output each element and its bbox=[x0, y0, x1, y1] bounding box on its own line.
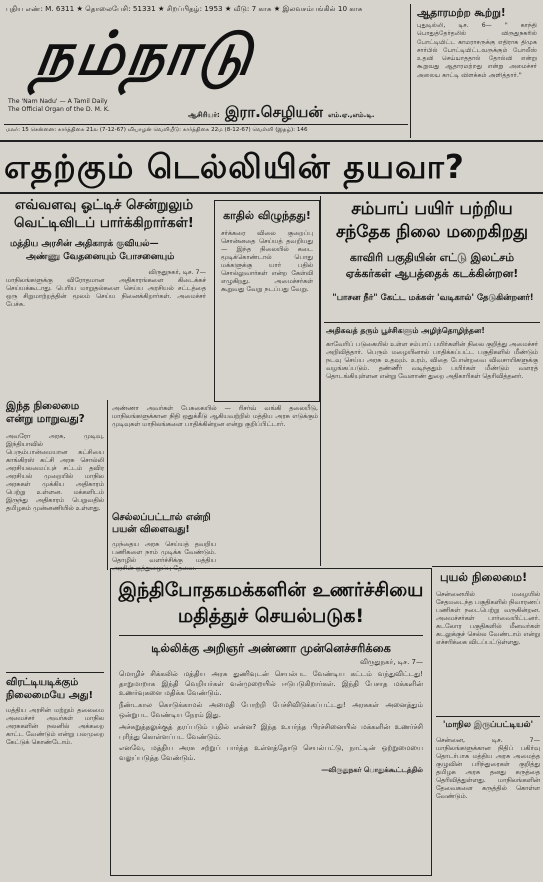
right-story-body: காவேரிப் படுகையில் உள்ள சம்பாப் பயிர்களின் நிலை குறித்து அமைச்சர் அறிவித்தார். பெரும் மழையினால் பாதிக்கப்பட்ட பகுதிகளில் மீண்டும் நடவு செய்ய அரசு உதவும். உரம், விதை போன்றவை விவசாயிகளுக்கு வழங்கப்படும். தண்ணீர் வடிந்ததும் பயிர்கள் மீண்டும் வளரத் தொடங்கியுள்ளன என்று வேளாண் துறை அதிகாரிகள் தெரிவித்தனர். bbox=[326, 340, 538, 380]
editor-degree: எம்.ஏ.,எம்.டி. bbox=[328, 111, 375, 119]
sidebar-top-title: ஆதாரமற்ற கூற்று! bbox=[417, 7, 506, 19]
registration-number: புதிய எண்: M. 6311 bbox=[6, 4, 75, 13]
bottom-paragraph: அச்சுறுத்தலுக்குத் தரப்படும் பதில் என்ன? இந்த உயர்ந்த பிரச்சினையில் மக்களின் உணர்ச்சி புரிந்து கொள்ளப்பட வேண்டும். bbox=[119, 722, 423, 741]
left-story-headline bbox=[4, 196, 204, 232]
bottom-paragraph: எனவே, மத்திய அரசு சற்றுப் பார்த்த உள்ளத்தோடு செயல்பட்டு, நாட்டின் ஒற்றுமையை வலுப்படுத்த வேண்டும். bbox=[119, 744, 423, 763]
divider bbox=[0, 192, 543, 194]
editor-name: இரா.செழியன் bbox=[224, 103, 323, 121]
issue-line: மலர்: 15 சென்னை: கார்த்திகை 21ல (7-12-67) வியாழன் வெளியீடு: கார்த்திகை 22ம (8-12-67) வெள்ளி (இதழ்): 146 bbox=[6, 127, 308, 133]
right-bottom-body2: சென்னை, டிச. 7— மாநிலங்களுக்கான நிதிப் பகிர்வு தொடர்பாக மத்திய அரசு அமைத்த குழுவின் பரிந்துரைகள் குறித்து தமிழக அரசு தனது கருத்தை தெரிவித்துள்ளது. மாநிலங்களின் தேவைகளை கருத்தில் கொள்ள வேண்டும். bbox=[436, 736, 540, 800]
bottom-box-story bbox=[110, 568, 432, 876]
bottom-byline: —விருதுநகர் பொதுக்கூட்டத்தில் bbox=[321, 765, 423, 774]
box-story-body: சர்க்கரை விலை குறைப்பு சொன்னதை செய்யத் தவறியது — இந்த நிலையில் கடை மூடிக்கொண்டால் பொது மக்களுக்கு யார் பதில் சொல்லுவார்கள் என்ற கேள்வி எழுகிறது. அமைச்சர்கள் கூறுவது வேறு நடப்பது வேறு. bbox=[221, 229, 313, 293]
right-bottom-title: புயல் நிலைமை! bbox=[440, 570, 528, 584]
sidebar-top-box bbox=[410, 4, 539, 138]
middle-subhead: செல்லப்பட்டால் என்றி பயன் விளைவது! bbox=[112, 512, 211, 535]
main-headline: எதற்கும் டெல்லியின் தயவா? bbox=[4, 147, 465, 186]
box-story-title: காதில் விழுந்தது! bbox=[223, 209, 311, 222]
left-sub-line2: அண்ணு வேதனையும் போசனையும் bbox=[26, 252, 175, 262]
left-bottom-head: விரட்டியடிக்கும் நிலைமையே அது! bbox=[6, 677, 94, 701]
right-head-line1: சம்பாப் பயிர் பற்றிய bbox=[351, 199, 513, 219]
divider bbox=[0, 140, 543, 142]
editor-label: ஆசிரியர்: bbox=[188, 111, 220, 119]
left-body-text: மாநிலங்களுக்கு விரோதமான அதிகாரங்களை கிடைக்கச் செய்யக்கூடாது. பெரிய மாறுதல்களை செய்ய அரசியல் சட்டத்தை ஒரு சிறுமாற்றத்தின் மூலம் செய்ய நினைக்கிறார்கள். அமைச்சர் பேச்சு. bbox=[6, 276, 206, 308]
middle-body: அண்ணா அவர்கள் பேசுகையில் — ரிசர்வ் வங்கி தலையீடு, மாநிலங்களுக்கான நிதி ஒதுக்கீடு ஆகியவற்றில் மத்திய அரசு எடுக்கும் முடிவுகள் மாநிலங்களை பாதிக்கின்றன என்று குறிப்பிட்டார். bbox=[112, 404, 318, 428]
divider bbox=[4, 124, 408, 125]
left-dateline: விருதுநகர், டிச. 7— bbox=[148, 268, 206, 276]
right-story-quote: "பாசன நீர்" கேட்ட மக்கள் 'வடிகால்' தேடுகின்றனர்! bbox=[332, 293, 534, 303]
right-bottom-body: சென்னையில் மழையில் சேதமடைந்த பகுதிகளில் நிவாரணப் பணிகள் நடைபெற்று வருகின்றன. அமைச்சர்கள் பார்வையிட்டனர். கடலோர பகுதிகளில் மீனவர்கள் கடலுக்குச் செல்ல வேண்டாம் என்று எச்சரிக்கை விடப்பட்டுள்ளது. bbox=[436, 590, 540, 646]
masthead-subtitle-en: The 'Nam Nadu' — A Tamil Daily The Official Organ of the D. M. K. bbox=[8, 98, 110, 113]
left-head-line1: எவ்வளவு ஓட்டிச் சென்றுலும் bbox=[14, 197, 194, 213]
bottom-headline-line2: மதித்துச் செயல்படுக! bbox=[177, 605, 365, 627]
sidebar-top-body: புதுடில்லி, டிச. 6— " காந்தி பொதுத்தேர்தலில் விருதுநகரில் போட்டியிட்ட காமராசருக்கு எதிராக திமுக சார்பில் போட்டியிட்டவருக்கும் போலீஸ் உதவி செய்யாததால் தோல்வி என்று கூறுவது ஆதாரமற்றது என்று அமைச்சர் அலைய காட்டி விளக்கம் அளித்தார்." bbox=[417, 22, 537, 79]
left-sub-line1: மத்திய அரசின் அதிகாரக் குவியல்— bbox=[10, 239, 159, 249]
middle-body2: முந்தைய அரசு செய்யத் தவறிய பணிகளை நாம் முடிக்க வேண்டும். தொழில் வளர்ச்சிக்கு மத்திய அரசின் ஒத்துழைப்பு தேவை. bbox=[112, 540, 216, 572]
edition-price: வீடு: 7 காசு bbox=[233, 4, 272, 13]
price-note: இலவசம்பங்கில் 10 காசு bbox=[282, 4, 363, 13]
right-sub-line2: ஏக்கர்கள் ஆபத்தைக் கடக்கின்றன! bbox=[345, 267, 519, 280]
editor-line bbox=[188, 102, 408, 123]
bottom-paragraph: நீண்டகால கொடுக்காமல் அமைதி போற்றி பேச்சிவிடுக்கப்பட்டது! அரசுகள் அனைத்தும் ஒன்றுபட வேண்டிய நேரம் இது. bbox=[119, 701, 423, 719]
divider bbox=[6, 672, 104, 673]
right-story-sub bbox=[324, 250, 540, 282]
top-info-strip: புதிய எண்: M. 6311 ★ தொலைபேசி: 51331 ★ சிறப்பிதழ்: 1953 ★ வீடு: 7 காசு ★ இலவசம்பங்கில் 10 காசு bbox=[6, 4, 363, 13]
divider bbox=[436, 716, 540, 717]
column-rule bbox=[107, 400, 108, 570]
left-question-head: இந்த நிலைமை என்று மாறுவது? bbox=[6, 400, 85, 425]
right-head-line2: சந்தேக நிலை மறைகிறது bbox=[335, 222, 529, 242]
founded-year: சிறப்பிதழ்: 1953 bbox=[166, 4, 223, 13]
column-rule bbox=[320, 196, 321, 566]
masthead-logo: நம்நாடு bbox=[31, 19, 260, 89]
divider bbox=[432, 566, 543, 567]
right-story-lead: அதிகவத் தரும் பூச்சிகளும் அழிந்தொழிந்தன! bbox=[326, 326, 485, 335]
left-head-line2: வெட்டிவிடப் பார்க்கிறார்கள்! bbox=[14, 215, 194, 231]
left-story-body bbox=[6, 268, 206, 308]
right-story-headline bbox=[324, 198, 540, 244]
bottom-subhead: டில்லிக்கு அறிஞர் அண்ணா முன்னெச்சரிக்கை bbox=[151, 641, 391, 655]
bottom-dateline: விருதுநகர், டிச. 7— bbox=[360, 658, 423, 666]
bottom-paragraph: மொழிச் சிக்கலில் மத்திய அரசு துணிவுடன் செயல்பட வேண்டிய கட்டம் வந்துவிட்டது! தாறுமாறாக இந்தி வெறியர்கள் வன்முறையில் ஈடுபடுகிறார்கள். இந்தி பேசாத மக்களின் உணர்வுகளை மதிக்க வேண்டும். bbox=[119, 669, 423, 698]
box-story bbox=[214, 200, 320, 402]
right-sub-line1: காவிரி பகுதியின் எட்டு இலட்சம் bbox=[349, 251, 515, 264]
left-story-sub bbox=[10, 238, 206, 264]
phone-number: தொலைபேசி: 51331 bbox=[85, 4, 156, 13]
divider bbox=[324, 322, 540, 323]
bottom-headline-line1: இந்திபோதகமக்களின் உணர்ச்சியை bbox=[118, 579, 424, 601]
bottom-body bbox=[111, 656, 431, 776]
left-question-body: அவரோ அரசு, முடிவு, இந்தியாவில் பெரும்பான்மையான கட்சியை காங்கிரஸ் கட்சி அரசு சொல்லி அரசியலமைப்புச் சட்டம் தவிர அரசியல் முறையில் மாநில அரசுகள் முக்கிய அதிகாரம் பெற்று உள்ளன. மக்களிடம் இருந்து அதிகாரம் பெறுவதில் தமிழகம் முன்னணியில் உள்ளது. bbox=[6, 432, 104, 512]
left-bottom-body: மத்திய அரசின் மற்றும் தலைமை அமைச்சர் அவர்கள் மாநில அரசுகளின் நலனில் அக்கறை காட்ட வேண்டும் என்று பலமுறை கேட்டுக் கொண்டோம். bbox=[6, 706, 104, 746]
right-bottom-head2: 'மாநில இருப்பட்டியல்' bbox=[442, 720, 534, 730]
